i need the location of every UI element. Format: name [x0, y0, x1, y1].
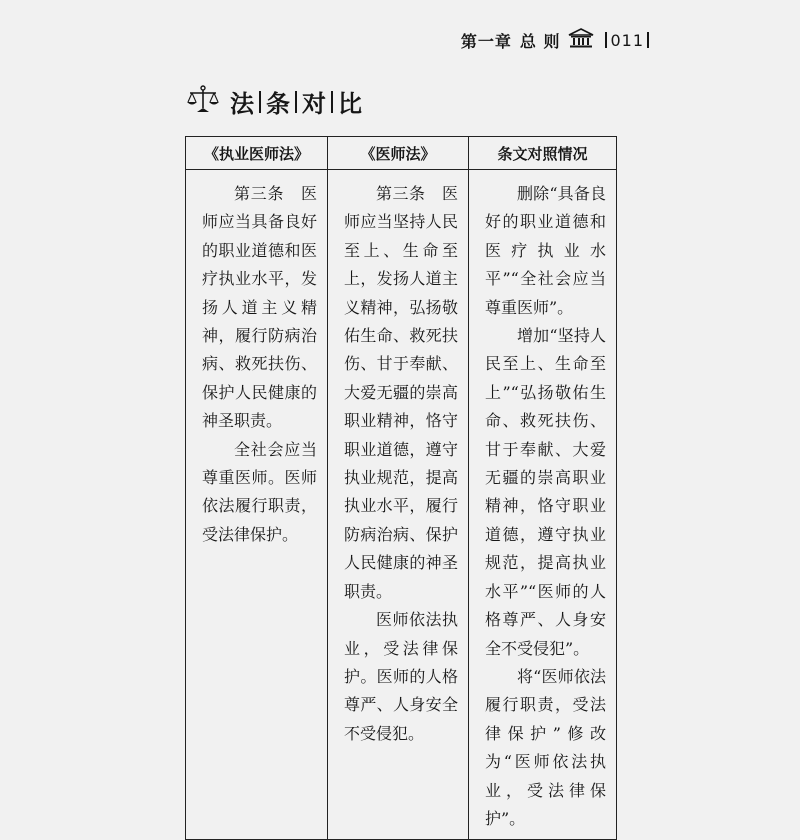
comparison-table	[185, 136, 617, 840]
table-row	[186, 170, 617, 840]
title-char-1: 法	[230, 90, 254, 118]
paragraph: 全社会应当尊重医师。医师依法履行职责，受法律保护。	[202, 439, 317, 544]
chapter-label: 第一章	[460, 31, 512, 51]
paragraph: 删除“具备良好的职业道德和医疗执业水平”“全社会应当尊重医师”。	[485, 184, 606, 317]
comparison-cell	[469, 170, 617, 840]
paragraph: 第三条 医师应当具备良好的职业道德和医疗执业水平，发扬人道主义精神，履行防病治病、救死扶伤、保护人民健康的神圣职责。	[202, 184, 317, 431]
paragraph: 增加“坚持人民至上、生命至上”“弘扬敬佑生命、救死扶伤、甘于奉献、大爱无疆的崇高职业精神，恪守职业道德，遵守执业规范，提高执业水平”“医师的人格尊严、人身安全不受侵犯”。	[485, 326, 606, 658]
header-new-law: 《医师法》	[328, 137, 469, 170]
paragraph: 第三条 医师应当坚持人民至上、生命至上，发扬人道主义精神，弘扬敬佑生命、救死扶伤、甘于奉献、大爱无疆的崇高职业精神，恪守职业道德，遵守执业规范，提高执业水平，履行防病治病、保护人民健康的神圣职责。	[344, 184, 458, 601]
table-header-row	[186, 137, 617, 170]
paragraph: 医师依法执业，受法律保护。医师的人格尊严、人身安全不受侵犯。	[344, 610, 458, 743]
page-number: 011	[602, 31, 652, 50]
chapter-name: 总 则	[519, 31, 561, 51]
new-law-cell	[328, 170, 469, 840]
title-char-2: 条	[266, 90, 290, 118]
title-char-3: 对	[302, 90, 326, 118]
section-title	[186, 84, 362, 119]
old-law-cell	[186, 170, 328, 840]
paragraph: 将“医师依法履行职责，受法律保护”修改为“医师依法执业，受法律保护”。	[485, 666, 606, 828]
header-old-law: 《执业医师法》	[186, 137, 328, 170]
building-icon	[568, 28, 594, 52]
running-header	[461, 28, 652, 52]
scales-icon	[186, 85, 220, 119]
title-char-4: 比	[338, 90, 362, 118]
header-comparison: 条文对照情况	[469, 137, 617, 170]
